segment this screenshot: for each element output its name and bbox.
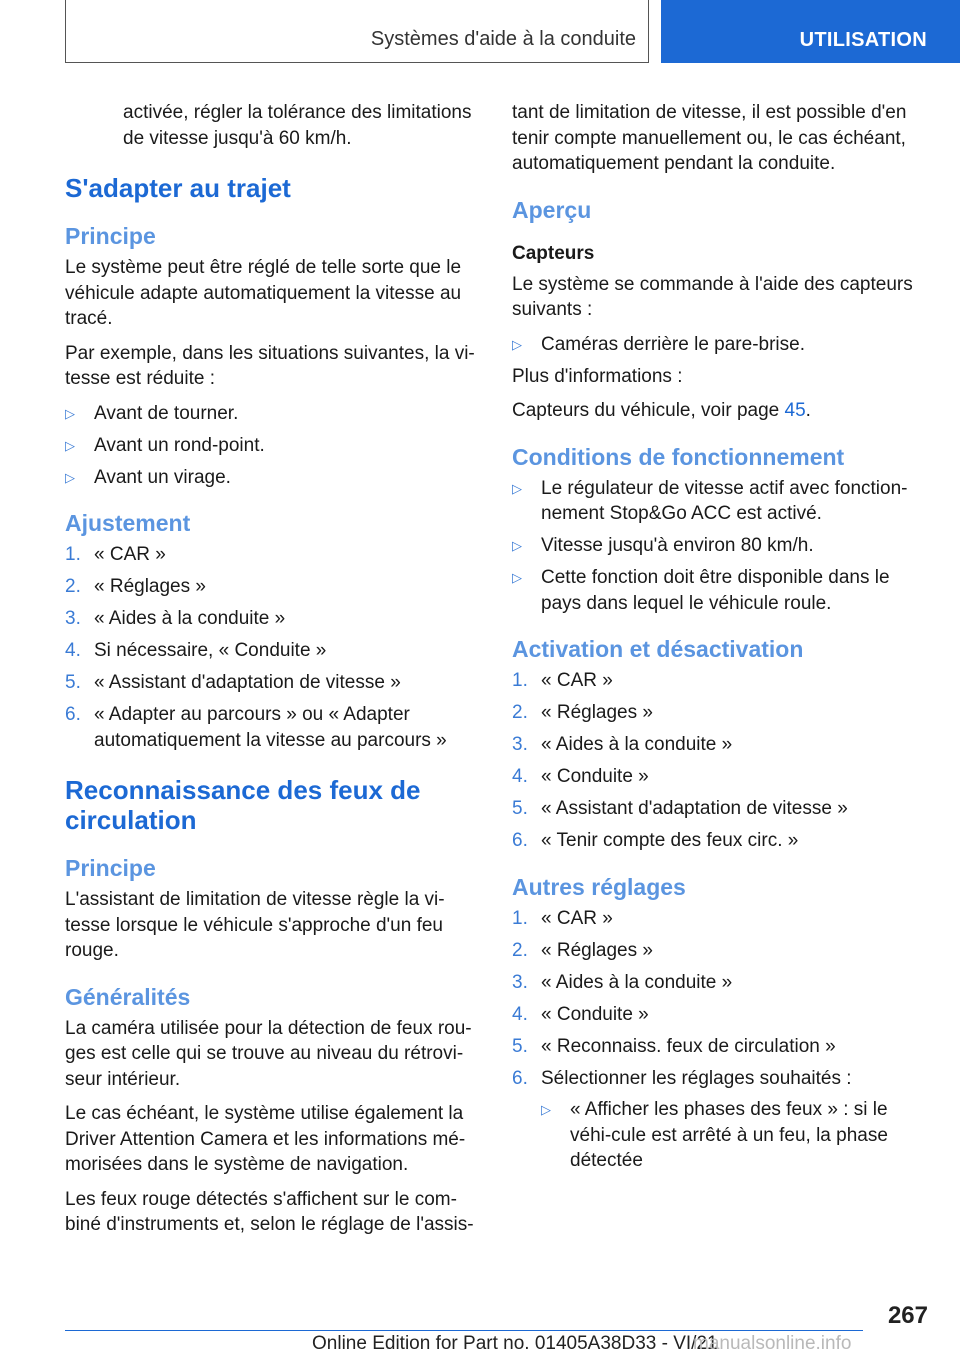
list-item: ▷ Avant de tourner. xyxy=(65,401,475,427)
list-item: 5. « Reconnaiss. feux de circulation » xyxy=(512,1035,836,1057)
list-item: 4. « Conduite » xyxy=(512,1003,649,1025)
paragraph: Le système se commande à l'aide des capteurs suivants : xyxy=(512,273,913,320)
list-item: ▷ Le régulateur de vitesse actif avec fonction-nement Stop&Go ACC est activé. xyxy=(512,477,908,524)
sub-bullet-list xyxy=(541,1097,932,1174)
list-item: ▷ Vitesse jusqu'à environ 80 km/h. xyxy=(512,533,932,559)
list-item: 3. « Aides à la conduite » xyxy=(65,608,286,629)
heading-activation: Activation et désactivation xyxy=(512,636,804,662)
steps-list xyxy=(512,906,932,1174)
header-section-title: Systèmes d'aide à la conduite xyxy=(370,28,636,50)
triangle-bullet-icon: ▷ xyxy=(541,1102,551,1117)
heading-adjustment: Ajustement xyxy=(65,510,191,536)
bullet-list xyxy=(512,476,932,617)
list-item: 2. « Réglages » xyxy=(512,939,653,961)
triangle-bullet-icon: ▷ xyxy=(512,480,522,496)
list-item: 1. « CAR » xyxy=(512,670,613,691)
list-item: 1. « CAR » xyxy=(65,544,166,565)
footer-divider xyxy=(65,1330,863,1331)
list-item: ▷ Avant un virage. xyxy=(65,465,475,491)
paragraph-page-ref: Capteurs du véhicule, voir page 45. xyxy=(512,400,811,421)
paragraph: Par exemple, dans les situations suivantes, la vi-tesse est réduite : xyxy=(65,342,475,389)
left-column xyxy=(65,100,475,1247)
list-item: 2. « Réglages » xyxy=(65,576,206,597)
list-item: 1. « CAR » xyxy=(512,907,613,929)
paragraph: La caméra utilisée pour la détection de feux rou-ges est celle qui se trouve au niveau du rétrovi-seur intérieur. xyxy=(65,1017,472,1090)
page-number: 267 xyxy=(887,1302,928,1329)
list-item: 4. Si nécessaire, « Conduite » xyxy=(65,640,327,661)
header-chapter-tab xyxy=(661,0,960,63)
paragraph: Le système peut être réglé de telle sorte que le véhicule adapte automatiquement la vitesse au tracé. xyxy=(65,257,462,329)
heading-adapt-route: S'adapter au trajet xyxy=(65,173,291,203)
triangle-bullet-icon: ▷ xyxy=(512,336,522,352)
paragraph: Plus d'informations : xyxy=(512,365,683,387)
page-link[interactable]: 45 xyxy=(784,400,806,421)
watermark: manualsonline.info xyxy=(693,1333,852,1354)
paragraph: Les feux rouge détectés s'affichent sur le com-biné d'instruments et, selon le réglage de l'assis- xyxy=(65,1188,474,1235)
triangle-bullet-icon: ▷ xyxy=(65,469,75,485)
heading-principle: Principe xyxy=(65,223,156,249)
heading-overview: Aperçu xyxy=(512,196,592,223)
heading-conditions: Conditions de fonctionnement xyxy=(512,443,845,470)
list-item: 3. « Aides à la conduite » xyxy=(512,971,733,993)
list-item: 5. « Assistant d'adaptation de vitesse » xyxy=(65,672,401,693)
list-item: 2. « Réglages » xyxy=(512,702,653,723)
triangle-bullet-icon: ▷ xyxy=(65,405,75,421)
list-item: ▷ Cette fonction doit être disponible dans le pays dans lequel le véhicule roule. xyxy=(512,567,890,614)
list-item: ▷ « Afficher les phases des feux » : si le véhi-cule est arrêté à un feu, la phase détectée xyxy=(541,1099,888,1171)
steps-list xyxy=(512,668,932,854)
triangle-bullet-icon: ▷ xyxy=(512,570,522,585)
right-column xyxy=(512,100,932,1180)
triangle-bullet-icon: ▷ xyxy=(65,437,75,453)
header-chapter-label: UTILISATION xyxy=(799,29,927,51)
list-item: ▷ Avant un rond-point. xyxy=(65,433,475,459)
list-item: 3. « Aides à la conduite » xyxy=(512,734,733,755)
triangle-bullet-icon: ▷ xyxy=(512,538,522,553)
footer-edition: Online Edition for Part no. 01405A38D33 - VI/21 xyxy=(312,1333,718,1354)
list-item: 6. « Adapter au parcours » ou « Adapter automatiquement la vitesse au parcours » xyxy=(65,704,447,751)
bullet-list xyxy=(65,401,475,491)
heading-other-settings: Autres réglages xyxy=(512,873,686,900)
continued-paragraph: activée, régler la tolérance des limitations de vitesse jusqu'à 60 km/h. xyxy=(123,102,472,149)
heading-principle: Principe xyxy=(65,855,156,881)
list-item: 4. « Conduite » xyxy=(512,766,649,787)
heading-sensors: Capteurs xyxy=(512,242,595,264)
paragraph: L'assistant de limitation de vitesse règle la vi-tesse lorsque le véhicule s'approche d'un feu rouge. xyxy=(65,889,445,961)
list-item: 6. « Tenir compte des feux circ. » xyxy=(512,830,799,851)
list-item: 6. Sélectionner les réglages souhaités : ▷ « Afficher les phases des feux » : si le véhi-cule est arrêté à un feu, la phase détectée xyxy=(512,1066,932,1174)
bullet-list xyxy=(512,332,932,358)
header-section-box xyxy=(65,0,649,63)
list-item: 5. « Assistant d'adaptation de vitesse » xyxy=(512,798,848,819)
heading-general: Généralités xyxy=(65,983,191,1010)
heading-traffic-lights: Reconnaissance des feux de circulation xyxy=(65,775,421,835)
continued-paragraph: tant de limitation de vitesse, il est possible d'en tenir compte manuellement ou, le cas échéant, automatiquement pendant la conduite. xyxy=(512,102,907,174)
paragraph: Le cas échéant, le système utilise également la Driver Attention Camera et les informations mé-morisées dans le système de navigation. xyxy=(65,1103,466,1175)
steps-list xyxy=(65,542,475,753)
list-item: ▷ Caméras derrière le pare-brise. xyxy=(512,332,932,358)
